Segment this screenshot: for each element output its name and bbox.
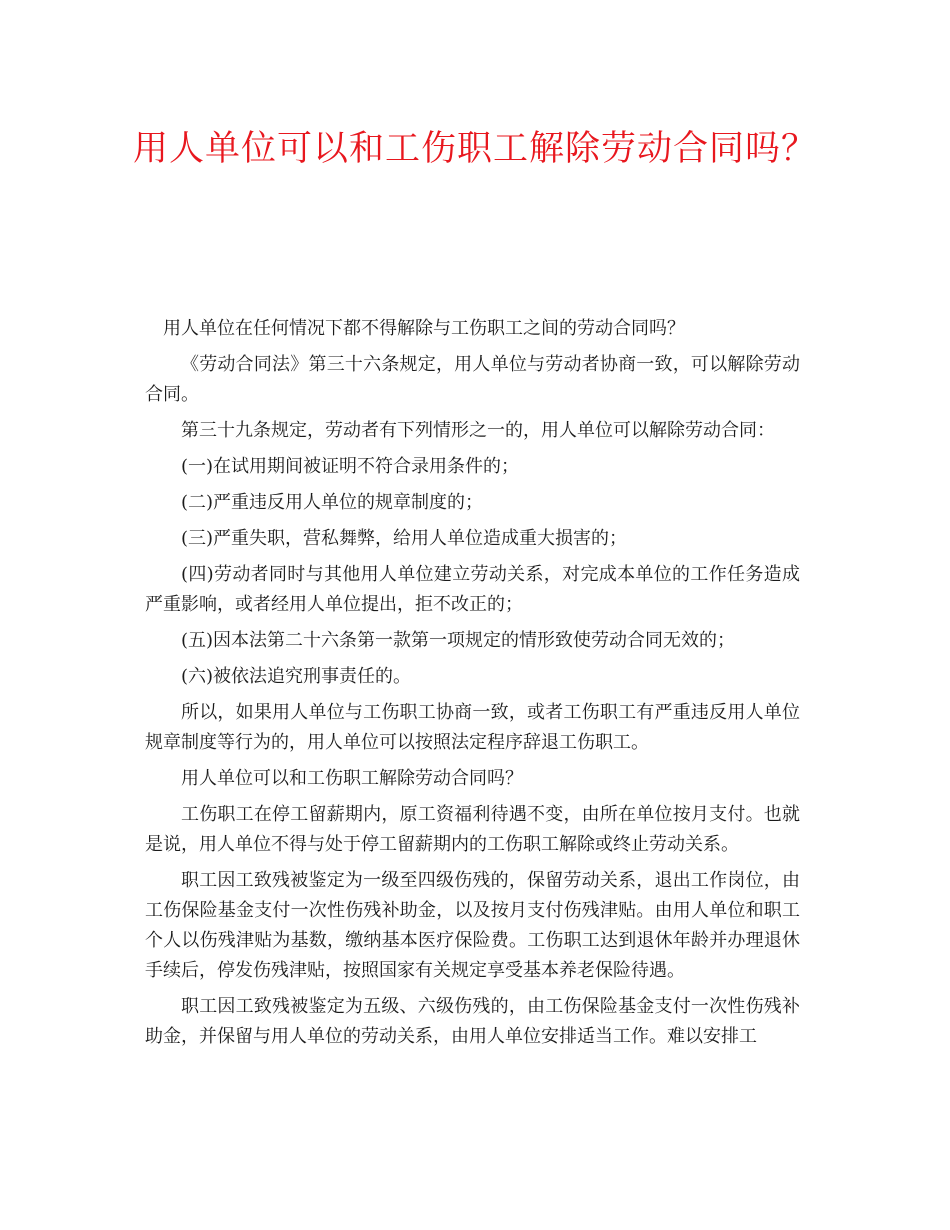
list-item: (一)在试用期间被证明不符合录用条件的； (181, 456, 520, 477)
paragraph: 用人单位在任何情况下都不得解除与工伤职工之间的劳动合同吗？ (163, 318, 685, 339)
paragraph: 职工因工致残被鉴定为五级、六级伤残的，由工伤保险基金支付一次性伤残补助金，并保留与用人单位的劳动关系，由用人单位安排适当工作。难以安排工 (145, 996, 800, 1047)
paragraph: 工伤职工在停工留薪期内，原工资福利待遇不变，由所在单位按月支付。也就是说，用人单位不得与处于停工留薪期内的工伤职工解除或终止劳动关系。 (145, 804, 800, 855)
paragraph: 所以，如果用人单位与工伤职工协商一致，或者工伤职工有严重违反用人单位规章制度等行为的，用人单位可以按照法定程序辞退工伤职工。 (145, 702, 800, 753)
document-body (145, 314, 800, 1058)
list-item: (六)被依法追究刑事责任的。 (181, 666, 412, 687)
list-item: (三)严重失职，营私舞弊，给用人单位造成重大损害的； (181, 528, 628, 549)
paragraph: 《劳动合同法》第三十六条规定，用人单位与劳动者协商一致，可以解除劳动合同。 (145, 354, 800, 405)
list-item: (五)因本法第二十六条第一款第一项规定的情形致使劳动合同无效的； (181, 630, 736, 651)
paragraph: 职工因工致残被鉴定为一级至四级伤残的，保留劳动关系，退出工作岗位，由工伤保险基金支付一次性伤残补助金，以及按月支付伤残津贴。由用人单位和职工个人以伤残津贴为基数，缴纳基本医疗保险费。工伤职工达到退休年龄并办理退休手续后，停发伤残津贴，按照国家有关规定享受基本养老保险待遇。 (145, 870, 800, 981)
list-item: (四)劳动者同时与其他用人单位建立劳动关系，对完成本单位的工作任务造成严重影响，或者经用人单位提出，拒不改正的； (145, 564, 800, 615)
document-title: 用人单位可以和工伤职工解除劳动合同吗？ (132, 129, 817, 169)
paragraph: 用人单位可以和工伤职工解除劳动合同吗？ (181, 768, 523, 789)
list-item: (二)严重违反用人单位的规章制度的； (181, 492, 484, 513)
paragraph: 第三十九条规定，劳动者有下列情形之一的，用人单位可以解除劳动合同： (181, 420, 775, 441)
